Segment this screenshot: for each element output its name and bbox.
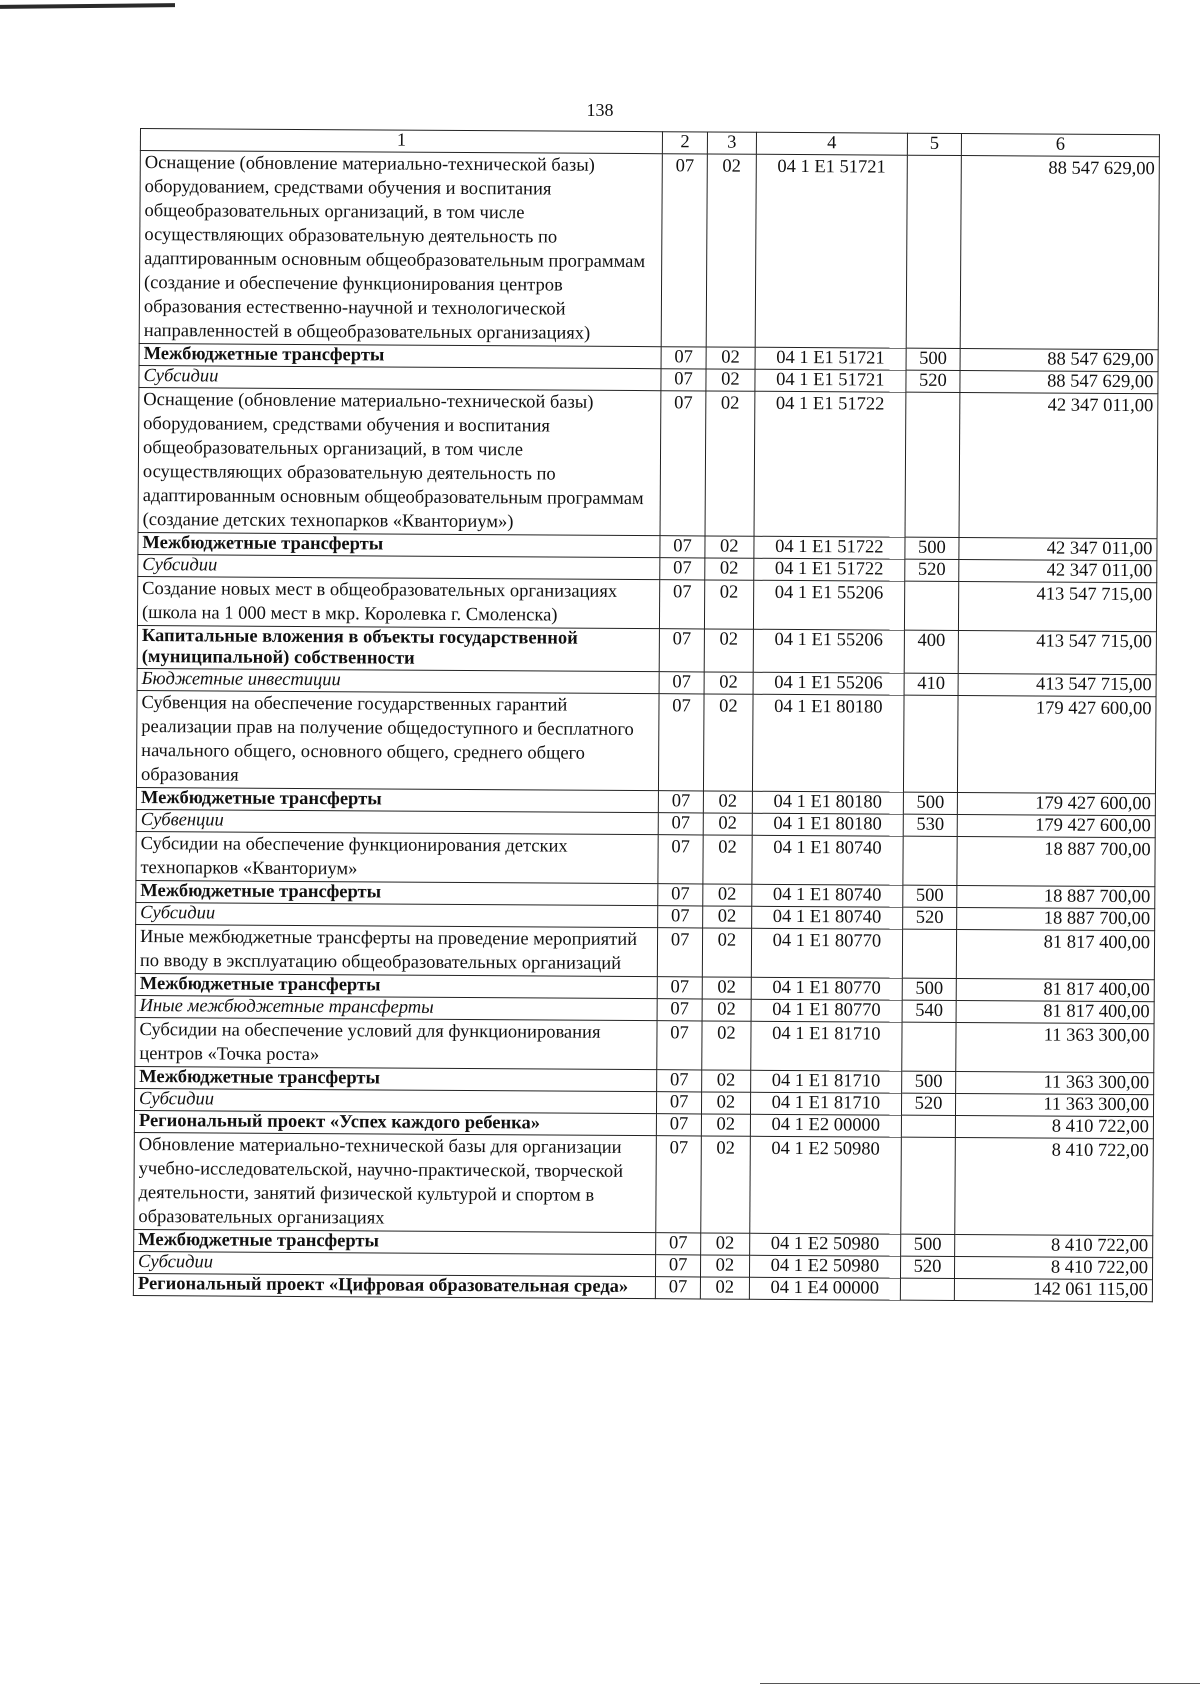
row-expense-type [905, 392, 960, 537]
row-amount: 11 363 300,00 [956, 1072, 1154, 1095]
table-row [136, 831, 1155, 886]
row-section: 07 [659, 672, 704, 694]
row-expense-type: 500 [900, 1234, 954, 1256]
row-target-code: 04 1 E1 80740 [752, 835, 903, 885]
row-subsection: 02 [703, 884, 752, 906]
row-amount: 11 363 300,00 [956, 1023, 1154, 1073]
row-section: 07 [660, 536, 705, 558]
row-description: Капитальные вложения в объекты государственной (муниципальной) собственности [137, 625, 660, 671]
row-expense-type: 500 [903, 885, 957, 907]
table-row [139, 151, 1159, 350]
row-description: Межбюджетные трансферты [134, 1229, 656, 1254]
row-amount: 413 547 715,00 [958, 674, 1156, 697]
table-row [138, 387, 1158, 538]
row-subsection: 02 [704, 580, 753, 629]
row-target-code: 04 1 E1 55206 [753, 580, 904, 630]
row-amount: 179 427 600,00 [957, 815, 1155, 838]
row-expense-type [904, 581, 959, 630]
row-section: 07 [657, 999, 702, 1021]
row-amount: 8 410 722,00 [955, 1138, 1153, 1236]
row-amount: 42 347 011,00 [959, 538, 1157, 561]
col-header-3: 3 [707, 132, 756, 154]
row-subsection: 02 [704, 672, 753, 694]
col-header-1: 1 [140, 129, 662, 154]
table-body [133, 151, 1159, 1302]
row-section: 07 [657, 1092, 702, 1114]
row-subsection: 02 [701, 1136, 751, 1233]
row-target-code: 04 1 E1 80740 [752, 884, 903, 907]
row-expense-type [901, 1137, 956, 1234]
row-description: Иные межбюджетные трансферты [135, 995, 657, 1020]
row-description: Межбюджетные трансферты [135, 973, 657, 998]
col-header-6: 6 [961, 134, 1159, 157]
row-target-code: 04 1 E1 81710 [750, 1070, 901, 1093]
row-section: 07 [661, 154, 707, 347]
row-amount: 11 363 300,00 [956, 1094, 1154, 1117]
row-description: Межбюджетные трансферты [138, 532, 660, 557]
row-description: Субвенция на обеспечение государственных гарантий реализации прав на получение общедоступного и бесплатного начального общего, основного общего, среднего общего образования [136, 690, 659, 790]
row-subsection: 02 [703, 791, 752, 813]
row-section: 07 [658, 813, 703, 835]
row-section: 07 [661, 369, 706, 391]
budget-table [133, 128, 1160, 1302]
row-description: Региональный проект «Цифровая образовательная среда» [133, 1273, 655, 1298]
row-amount: 413 547 715,00 [958, 631, 1156, 675]
row-section: 07 [658, 906, 703, 928]
row-description: Межбюджетные трансферты [135, 1066, 657, 1091]
row-target-code: 04 1 E2 00000 [750, 1114, 901, 1137]
row-target-code: 04 1 E2 50980 [749, 1255, 900, 1278]
row-expense-type: 520 [902, 907, 956, 929]
row-subsection: 02 [703, 694, 753, 791]
row-subsection: 02 [702, 977, 751, 999]
row-description: Межбюджетные трансферты [139, 343, 661, 368]
row-subsection: 02 [706, 347, 755, 369]
row-section: 07 [660, 580, 705, 629]
row-subsection: 02 [700, 1277, 749, 1299]
table-row [137, 576, 1156, 631]
row-expense-type [902, 1022, 957, 1071]
row-section: 07 [659, 629, 704, 672]
row-target-code: 04 1 E1 55206 [753, 672, 904, 695]
row-expense-type: 500 [903, 792, 957, 814]
row-amount: 88 547 629,00 [960, 156, 1159, 350]
row-amount: 179 427 600,00 [958, 696, 1156, 794]
row-section: 07 [661, 347, 706, 369]
table-row [134, 1132, 1154, 1235]
row-amount: 88 547 629,00 [960, 371, 1158, 394]
row-section: 07 [658, 928, 703, 977]
row-section: 07 [656, 1136, 701, 1233]
row-subsection: 02 [702, 928, 751, 977]
row-target-code: 04 1 E1 51721 [755, 369, 906, 392]
row-description: Субсидии [136, 902, 658, 927]
row-amount: 18 887 700,00 [957, 886, 1155, 909]
page-number: 138 [586, 100, 614, 120]
row-amount: 8 410 722,00 [955, 1234, 1153, 1257]
row-amount: 42 347 011,00 [959, 560, 1157, 583]
table-row [135, 1017, 1154, 1072]
row-subsection: 02 [700, 1255, 749, 1277]
row-description: Бюджетные инвестиции [137, 668, 659, 693]
row-description: Создание новых мест в общеобразовательных организациях (школа на 1 000 мест в мкр. Королевка г. Смоленска) [137, 576, 660, 628]
row-section: 07 [657, 1021, 702, 1070]
row-subsection: 02 [706, 154, 756, 347]
row-section: 07 [657, 1114, 702, 1136]
row-expense-type [901, 1115, 955, 1137]
row-target-code: 04 1 E1 51722 [754, 391, 906, 537]
row-description: Субсидии [134, 1088, 656, 1113]
row-expense-type: 500 [906, 348, 960, 370]
row-expense-type: 500 [902, 978, 956, 1000]
row-target-code: 04 1 E1 55206 [753, 629, 904, 673]
row-amount: 42 347 011,00 [959, 393, 1158, 539]
scan-edge-mark [0, 3, 175, 9]
row-expense-type: 500 [901, 1071, 955, 1093]
row-amount: 179 427 600,00 [957, 793, 1155, 816]
row-subsection: 02 [702, 1021, 751, 1070]
row-target-code: 04 1 E1 80770 [751, 928, 902, 978]
row-description: Иные межбюджетные трансферты на проведение мероприятий по вводу в эксплуатацию общеобразовательных организаций [135, 924, 658, 976]
row-description: Межбюджетные трансферты [136, 880, 658, 905]
row-section: 07 [657, 1070, 702, 1092]
row-subsection: 02 [705, 391, 755, 536]
row-amount: 413 547 715,00 [959, 582, 1157, 632]
row-subsection: 02 [705, 536, 754, 558]
row-description: Субсидии [139, 365, 661, 390]
row-target-code: 04 1 E2 50980 [750, 1136, 902, 1234]
table-row [135, 924, 1154, 979]
row-expense-type: 500 [905, 537, 959, 559]
row-expense-type [900, 1278, 954, 1300]
row-subsection: 02 [701, 1114, 750, 1136]
row-expense-type: 410 [904, 673, 958, 695]
row-expense-type: 520 [900, 1256, 954, 1278]
row-amount: 81 817 400,00 [956, 1001, 1154, 1024]
row-expense-type: 520 [905, 559, 959, 581]
row-expense-type [906, 155, 961, 348]
row-expense-type [902, 929, 957, 978]
row-amount: 88 547 629,00 [960, 349, 1158, 372]
col-header-2: 2 [663, 132, 708, 154]
row-target-code: 04 1 E1 80180 [752, 694, 904, 792]
row-amount: 81 817 400,00 [956, 979, 1154, 1002]
row-expense-type: 530 [903, 814, 957, 836]
row-target-code: 04 1 E4 00000 [749, 1277, 900, 1300]
row-section: 07 [660, 558, 705, 580]
col-header-5: 5 [907, 133, 961, 155]
table-row [136, 690, 1156, 793]
row-amount: 18 887 700,00 [957, 837, 1155, 887]
table-row [137, 625, 1156, 674]
row-subsection: 02 [701, 1233, 750, 1255]
row-target-code: 04 1 E1 81710 [751, 1021, 902, 1071]
row-description: Региональный проект «Успех каждого ребенка» [134, 1110, 656, 1135]
row-expense-type: 520 [901, 1093, 955, 1115]
row-target-code: 04 1 E1 80740 [751, 906, 902, 929]
row-target-code: 04 1 E1 80180 [752, 791, 903, 814]
row-subsection: 02 [702, 999, 751, 1021]
row-subsection: 02 [703, 813, 752, 835]
row-section: 07 [660, 391, 706, 536]
row-section: 07 [656, 1277, 701, 1299]
row-amount: 8 410 722,00 [955, 1116, 1153, 1139]
row-target-code: 04 1 E2 50980 [749, 1233, 900, 1256]
row-expense-type [903, 695, 958, 792]
row-amount: 81 817 400,00 [956, 930, 1154, 980]
row-section: 07 [656, 1233, 701, 1255]
row-section: 07 [658, 884, 703, 906]
row-target-code: 04 1 E1 80770 [751, 999, 902, 1022]
row-expense-type: 540 [902, 1000, 956, 1022]
row-subsection: 02 [701, 1092, 750, 1114]
row-expense-type: 400 [904, 630, 958, 673]
scan-bottom-line [760, 1683, 1200, 1684]
row-subsection: 02 [705, 558, 754, 580]
row-amount: 142 061 115,00 [954, 1278, 1152, 1301]
row-target-code: 04 1 E1 51722 [754, 536, 905, 559]
row-description: Обновление материально-технической базы для организации учебно-исследовательской, научно-практической, творческой деятельности, занятий физической культурой и спортом в образовательных организациях [134, 1132, 657, 1232]
row-description: Субсидии [134, 1251, 656, 1276]
row-description: Субсидии [138, 554, 660, 579]
row-description: Оснащение (обновление материально-технической базы) оборудованием, средствами обучения и воспитания общеобразовательных организаций, в том числе осуществляющих образовательную деятельность по адаптированным основным общеобразовательным программам (создание и обеспечение функционирования центров образования естественно-научной и технологической направленностей в общеобразовательных организациях) [139, 151, 662, 347]
row-target-code: 04 1 E1 80770 [751, 977, 902, 1000]
row-target-code: 04 1 E1 81710 [750, 1092, 901, 1115]
row-description: Субвенции [136, 809, 658, 834]
row-subsection: 02 [704, 629, 753, 672]
row-subsection: 02 [706, 369, 755, 391]
row-section: 07 [659, 791, 704, 813]
row-subsection: 02 [703, 835, 752, 884]
row-subsection: 02 [702, 1070, 751, 1092]
row-expense-type [903, 836, 958, 885]
row-description: Субсидии на обеспечение функционирования детских технопарков «Кванториум» [136, 831, 659, 883]
row-target-code: 04 1 E1 80180 [752, 813, 903, 836]
col-header-4: 4 [756, 132, 907, 155]
row-section: 07 [659, 694, 704, 791]
row-target-code: 04 1 E1 51721 [755, 154, 907, 348]
row-description: Субсидии на обеспечение условий для функционирования центров «Точка роста» [135, 1017, 658, 1069]
row-section: 07 [657, 977, 702, 999]
row-amount: 8 410 722,00 [955, 1256, 1153, 1279]
row-amount: 18 887 700,00 [957, 908, 1155, 931]
row-subsection: 02 [703, 906, 752, 928]
row-expense-type: 520 [906, 370, 960, 392]
row-target-code: 04 1 E1 51721 [755, 347, 906, 370]
row-section: 07 [656, 1255, 701, 1277]
row-target-code: 04 1 E1 51722 [754, 558, 905, 581]
row-description: Оснащение (обновление материально-технической базы) оборудованием, средствами обучения и воспитания общеобразовательных организаций, в том числе осуществляющих образовательную деятельность по адаптированным основным общеобразовательным программам (создание детских технопарков «Кванториум») [138, 387, 661, 535]
row-section: 07 [658, 835, 703, 884]
row-description: Межбюджетные трансферты [136, 787, 658, 812]
